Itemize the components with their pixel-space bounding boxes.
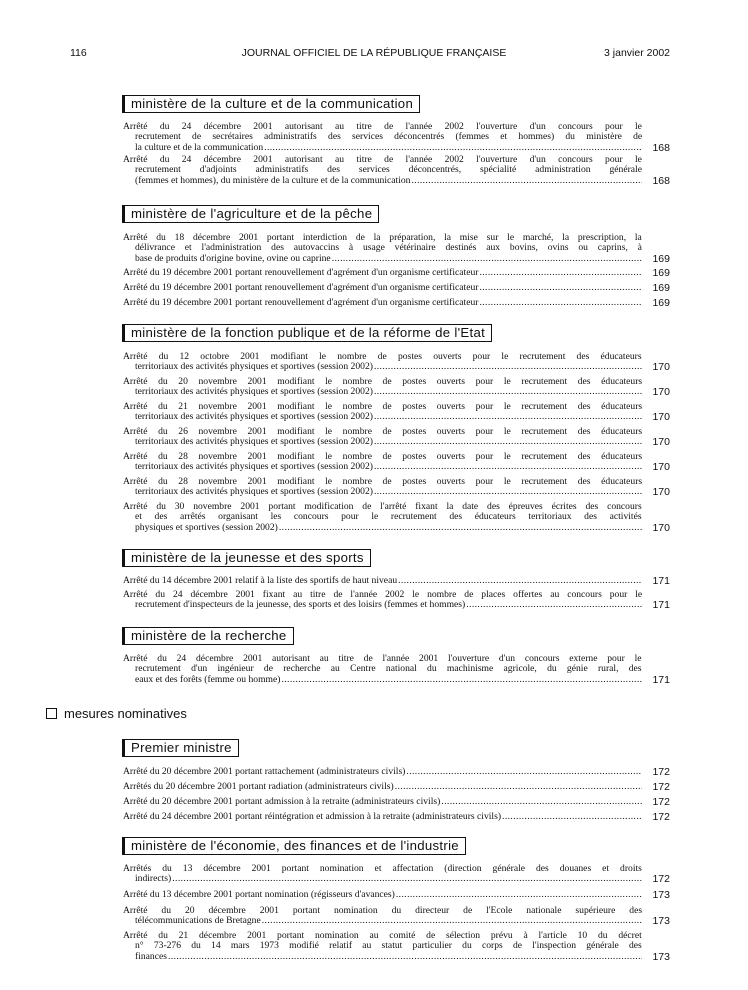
page-reference: 170	[652, 521, 670, 534]
entry-text-line: Arrêté du 12 octobre 2001 modifiant le nombre de postes ouverts pour le recrutement des éducateurs	[123, 351, 642, 362]
page-reference: 170	[652, 411, 670, 424]
dot-leader	[374, 362, 642, 372]
entry-text-line: Arrêté du 21 décembre 2001 portant nomination au comité de sélection prévu à l'article 10 du décret	[123, 930, 642, 941]
section-title: mesures nominatives	[64, 706, 187, 721]
toc-entry	[123, 782, 642, 792]
dot-leader	[281, 675, 642, 685]
toc-entry	[123, 283, 642, 293]
dot-leader	[441, 797, 642, 807]
entry-text-line: physiques et sportives (session 2002)	[135, 521, 278, 533]
entry-text-line: territoriaux des activités physiques et sportives (session 2002)	[135, 361, 373, 373]
entry-text-line: recrutement de secrétaires administratifs des services déconcentrés (femmes et hommes) du ministère de	[135, 131, 643, 143]
entry-text-line: recrutement d'adjoints administratifs des services déconcentrés, spécialité administration générale	[135, 164, 642, 176]
toc-entry	[123, 502, 642, 533]
dot-leader	[479, 283, 642, 293]
dot-leader	[279, 523, 642, 533]
entry-text-line: base de produits d'origine bovine, ovine ou caprine	[135, 252, 331, 264]
page-reference: 170	[652, 436, 670, 449]
entry-text-line: territoriaux des activités physiques et sportives (session 2002)	[135, 411, 373, 423]
entry-text-line: Arrêté du 26 novembre 2001 modifiant le nombre de postes ouverts pour le recrutement des éducateurs	[123, 426, 643, 437]
page-reference: 172	[652, 766, 670, 778]
toc-entry	[123, 233, 642, 264]
entry-text-line: recrutement d'un ingénieur de recherche au Centre national du machinisme agricole, du génie rural, des	[135, 663, 642, 675]
entry-text-line: Arrêté du 24 décembre 2001 autorisant au titre de l'année 2002 l'ouverture d'un concours pour le	[123, 154, 642, 165]
dot-leader	[168, 952, 642, 962]
ministry-heading-ministere-de-la-fonction-publique-et-de-la-reforme-de-l-etat: ministère de la fonction publique et de la réforme de l'Etat	[122, 324, 492, 342]
entry-text-line: Arrêté du 28 novembre 2001 modifiant le nombre de postes ouverts pour le recrutement des éducateurs	[123, 476, 643, 487]
toc-entry	[123, 590, 642, 611]
entry-text-line: télécommunications de Bretagne	[135, 915, 261, 927]
page-reference: 169	[652, 267, 670, 279]
dot-leader	[264, 143, 642, 153]
entry-text-line: Arrêté du 24 décembre 2001 autorisant au titre de l'année 2002 l'ouverture d'un concours pour le	[123, 121, 642, 132]
dot-leader	[374, 412, 642, 422]
toc-entry	[123, 654, 642, 685]
toc-entry	[123, 812, 642, 822]
toc-entry	[123, 377, 642, 398]
entry-text-line: Arrêté du 20 décembre 2001 portant nomination du directeur de l'Ecole nationale supérieure des	[123, 905, 643, 916]
entry-text-line: Arrêté du 20 décembre 2001 portant admission à la retraite (administrateurs civils)	[123, 796, 441, 807]
ministry-heading-ministere-de-la-recherche: ministère de la recherche	[122, 627, 294, 645]
dot-leader	[172, 874, 642, 884]
page-reference: 168	[652, 141, 670, 154]
dot-leader	[396, 890, 642, 900]
entry-text-line: indirects)	[135, 873, 172, 885]
dot-leader	[374, 487, 642, 497]
page-reference: 172	[652, 873, 670, 886]
toc-entry	[123, 477, 642, 498]
entry-text-line: finances	[135, 950, 167, 962]
page-reference: 172	[652, 811, 670, 823]
ministry-heading-premier-ministre: Premier ministre	[122, 739, 239, 757]
entry-text-line: et des arrêtés organisant les concours pour le recrutement des éducateurs territoriaux des activités	[135, 511, 642, 523]
entry-text-line: (femmes et hommes), du ministère de la culture et de la communication	[135, 174, 411, 186]
toc-entry	[123, 352, 642, 373]
entry-text-line: Arrêté du 30 novembre 2001 portant modification de l'arrêté fixant la date des épreuves écrites des concours	[123, 501, 642, 512]
entry-text-line: recrutement d'inspecteurs de la jeunesse, des sports et des loisirs (femmes et hommes)	[135, 599, 466, 611]
toc-entry	[123, 268, 642, 278]
dot-leader	[406, 767, 642, 777]
dot-leader	[374, 387, 642, 397]
entry-text-line: Arrêté du 19 décembre 2001 portant renouvellement d'agrément d'un organisme certificateur	[123, 297, 479, 308]
page-reference: 171	[652, 599, 670, 612]
toc-entry	[123, 452, 642, 473]
page-reference: 168	[652, 174, 670, 187]
toc-entry	[123, 864, 642, 885]
toc-entry	[123, 427, 642, 448]
page-number: 116	[70, 47, 87, 59]
dot-leader	[479, 268, 642, 278]
entry-text-line: territoriaux des activités physiques et sportives (session 2002)	[135, 486, 373, 498]
page-reference: 169	[652, 252, 670, 265]
journal-title: JOURNAL OFFICIEL DE LA RÉPUBLIQUE FRANÇAISE	[241, 47, 507, 59]
page-reference: 173	[652, 950, 670, 963]
page-reference: 170	[652, 461, 670, 474]
entry-text-line: Arrêté du 14 décembre 2001 relatif à la liste des sportifs de haut niveau	[123, 575, 398, 586]
toc-entry	[123, 767, 642, 777]
entry-text-line: territoriaux des activités physiques et sportives (session 2002)	[135, 386, 373, 398]
issue-date: 3 janvier 2002	[604, 47, 670, 59]
page-reference: 173	[652, 889, 670, 901]
entry-text-line: Arrêté du 13 décembre 2001 portant nomination (régisseurs d'avances)	[123, 889, 395, 900]
dot-leader	[395, 782, 642, 792]
page-reference: 171	[652, 575, 670, 587]
page-reference: 171	[652, 673, 670, 686]
ministry-heading-ministere-de-la-culture-et-de-la-communication: ministère de la culture et de la communication	[122, 95, 420, 113]
entry-text-line: territoriaux des activités physiques et sportives (session 2002)	[135, 436, 373, 448]
toc-entry	[123, 906, 642, 927]
entry-text-line: Arrêté du 24 décembre 2001 autorisant au titre de l'année 2001 l'ouverture d'un concours externe pour le	[123, 653, 642, 664]
dot-leader	[411, 176, 642, 186]
dot-leader	[398, 576, 642, 586]
entry-text-line: Arrêtés du 13 décembre 2001 portant nomination et affectation (direction générale des douanes et droits	[123, 863, 642, 874]
toc-entry	[123, 576, 642, 586]
checkbox-bullet-icon	[46, 708, 57, 719]
ministry-heading-ministere-de-la-jeunesse-et-des-sports: ministère de la jeunesse et des sports	[122, 549, 371, 567]
page-reference: 169	[652, 282, 670, 294]
entry-text-line: Arrêté du 24 décembre 2001 fixant au titre de l'année 2002 le nombre de places offertes au concours pour le	[123, 589, 643, 600]
ministry-heading-ministere-de-l-agriculture-et-de-la-peche: ministère de l'agriculture et de la pêche	[122, 205, 379, 223]
page-reference: 169	[652, 297, 670, 309]
entry-text-line: Arrêté du 24 décembre 2001 portant réintégration et admission à la retraite (administrateurs civils)	[123, 811, 502, 822]
toc-entry	[123, 931, 642, 962]
dot-leader	[502, 812, 642, 822]
toc-entry	[123, 402, 642, 423]
page-reference: 172	[652, 796, 670, 808]
entry-text-line: Arrêté du 20 décembre 2001 portant rattachement (administrateurs civils)	[123, 766, 406, 777]
page-reference: 170	[652, 486, 670, 499]
dot-leader	[374, 437, 642, 447]
dot-leader	[262, 916, 642, 926]
dot-leader	[332, 254, 642, 264]
section-heading	[46, 706, 187, 721]
entry-text-line: Arrêté du 20 novembre 2001 modifiant le nombre de postes ouverts pour le recrutement des éducateurs	[123, 376, 643, 387]
entry-text-line: Arrêté du 28 novembre 2001 modifiant le nombre de postes ouverts pour le recrutement des éducateurs	[123, 451, 643, 462]
entry-text-line: n° 73-276 du 14 mars 1973 modifié relatif au statut particulier du corps de l'inspection générale des	[135, 940, 642, 952]
entry-text-line: eaux et des forêts (femme ou homme)	[135, 673, 281, 685]
entry-text-line: délivrance et l'administration des autovaccins à usage vétérinaire destinés aux bovins, ovins ou caprins, à	[135, 242, 642, 254]
entry-text-line: territoriaux des activités physiques et sportives (session 2002)	[135, 461, 373, 473]
dot-leader	[374, 462, 642, 472]
entry-text-line: Arrêtés du 20 décembre 2001 portant radiation (administrateurs civils)	[123, 781, 394, 792]
dot-leader	[479, 298, 642, 308]
toc-entry	[123, 155, 642, 186]
page-reference: 170	[652, 361, 670, 374]
entry-text-line: Arrêté du 21 novembre 2001 modifiant le nombre de postes ouverts pour le recrutement des éducateurs	[123, 401, 643, 412]
toc-entry	[123, 122, 642, 153]
dot-leader	[466, 600, 642, 610]
page-reference: 173	[652, 915, 670, 928]
entry-text-line: Arrêté du 19 décembre 2001 portant renouvellement d'agrément d'un organisme certificateur	[123, 282, 479, 293]
page-reference: 170	[652, 386, 670, 399]
toc-entry	[123, 890, 642, 900]
toc-entry	[123, 298, 642, 308]
toc-entry	[123, 797, 642, 807]
entry-text-line: Arrêté du 18 décembre 2001 portant interdiction de la préparation, la mise sur le marché, la prescription, la	[123, 232, 642, 243]
page-reference: 172	[652, 781, 670, 793]
ministry-heading-ministere-de-l-economie-des-finances-et-de-l-industrie: ministère de l'économie, des finances et de l'industrie	[122, 837, 466, 855]
entry-text-line: la culture et de la communication	[135, 141, 264, 153]
entry-text-line: Arrêté du 19 décembre 2001 portant renouvellement d'agrément d'un organisme certificateur	[123, 267, 479, 278]
